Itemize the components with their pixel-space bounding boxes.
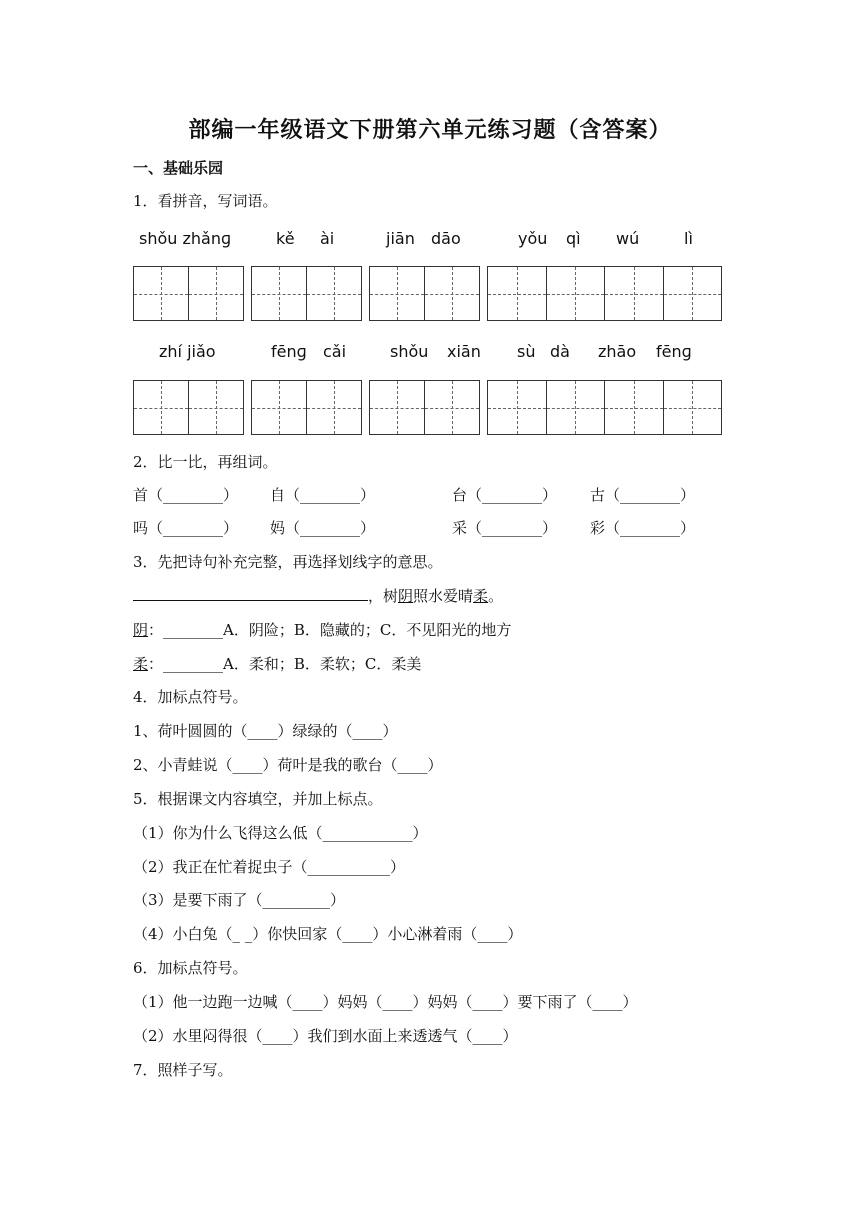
pinyin: sù bbox=[517, 342, 536, 361]
writing-grid[interactable] bbox=[369, 266, 480, 321]
punctuation-item[interactable]: （2）水里闷得很（____）我们到水面上来透透气（____） bbox=[133, 1027, 518, 1045]
pinyin: zhí jiǎo bbox=[159, 342, 216, 361]
pinyin: ài bbox=[320, 229, 335, 248]
pinyin: wú bbox=[616, 229, 640, 248]
fill-item[interactable]: （4）小白兔（_ _）你快回家（____）小心淋着雨（____） bbox=[133, 925, 523, 943]
fill-item[interactable]: （1）你为什么飞得这么低（____________） bbox=[133, 824, 428, 842]
compare-item[interactable]: 妈（________） bbox=[270, 519, 376, 537]
pinyin: jiān bbox=[386, 229, 415, 248]
pinyin: zhāo bbox=[598, 342, 637, 361]
pinyin: shǒu bbox=[390, 342, 429, 361]
question-3-prompt: 3．先把诗句补充完整，再选择划线字的意思。 bbox=[133, 553, 443, 571]
pinyin: kě bbox=[276, 229, 295, 248]
pinyin: yǒu bbox=[518, 229, 548, 248]
fill-item[interactable]: （3）是要下雨了（_________） bbox=[133, 891, 346, 909]
writing-grid[interactable] bbox=[487, 266, 722, 321]
writing-grid[interactable] bbox=[487, 380, 722, 435]
compare-item[interactable]: 古（________） bbox=[590, 486, 696, 504]
meaning-rou[interactable]: 柔：________A．柔和；B．柔软；C．柔美 bbox=[133, 655, 422, 673]
question-7-prompt: 7．照样子写。 bbox=[133, 1061, 233, 1079]
question-5-prompt: 5．根据课文内容填空，并加上标点。 bbox=[133, 790, 383, 808]
punctuation-item[interactable]: 2、小青蛙说（____）荷叶是我的歌台（____） bbox=[133, 756, 443, 774]
compare-item[interactable]: 采（________） bbox=[452, 519, 558, 537]
writing-grid[interactable] bbox=[133, 380, 244, 435]
pinyin: fēnɡ bbox=[656, 342, 692, 361]
compare-item[interactable]: 吗（________） bbox=[133, 519, 239, 537]
question-6-prompt: 6．加标点符号。 bbox=[133, 959, 248, 977]
pinyin: xiān bbox=[447, 342, 481, 361]
question-2-prompt: 2．比一比，再组词。 bbox=[133, 453, 278, 471]
fill-item[interactable]: （2）我正在忙着捉虫子（___________） bbox=[133, 858, 406, 876]
question-1-prompt: 1．看拼音，写词语。 bbox=[133, 192, 278, 210]
compare-item[interactable]: 首（________） bbox=[133, 486, 239, 504]
writing-grid[interactable] bbox=[251, 380, 362, 435]
pinyin: dà bbox=[550, 342, 570, 361]
section-heading: 一、基础乐园 bbox=[133, 159, 224, 177]
pinyin: fēnɡ bbox=[271, 342, 307, 361]
writing-grid[interactable] bbox=[133, 266, 244, 321]
writing-grid[interactable] bbox=[251, 266, 362, 321]
pinyin: dāo bbox=[431, 229, 461, 248]
compare-item[interactable]: 彩（________） bbox=[590, 519, 696, 537]
compare-item[interactable]: 自（________） bbox=[270, 486, 376, 504]
page-title: 部编一年级语文下册第六单元练习题（含答案） bbox=[188, 117, 672, 143]
pinyin: lì bbox=[684, 229, 693, 248]
question-4-prompt: 4．加标点符号。 bbox=[133, 688, 248, 706]
pinyin: cǎi bbox=[323, 342, 347, 361]
compare-item[interactable]: 台（________） bbox=[452, 486, 558, 504]
poem-blank[interactable] bbox=[133, 585, 368, 601]
punctuation-item[interactable]: （1）他一边跑一边喊（____）妈妈（____）妈妈（____）要下雨了（____） bbox=[133, 993, 638, 1011]
pinyin: shǒu zhǎnɡ bbox=[139, 229, 232, 248]
poem-line: ，树阴照水爱晴柔。 bbox=[133, 585, 503, 606]
writing-grid[interactable] bbox=[369, 380, 480, 435]
meaning-yin[interactable]: 阴：________A．阴险；B．隐藏的；C．不见阳光的地方 bbox=[133, 621, 512, 639]
punctuation-item[interactable]: 1、荷叶圆圆的（____）绿绿的（____） bbox=[133, 722, 398, 740]
pinyin: qì bbox=[566, 229, 581, 248]
